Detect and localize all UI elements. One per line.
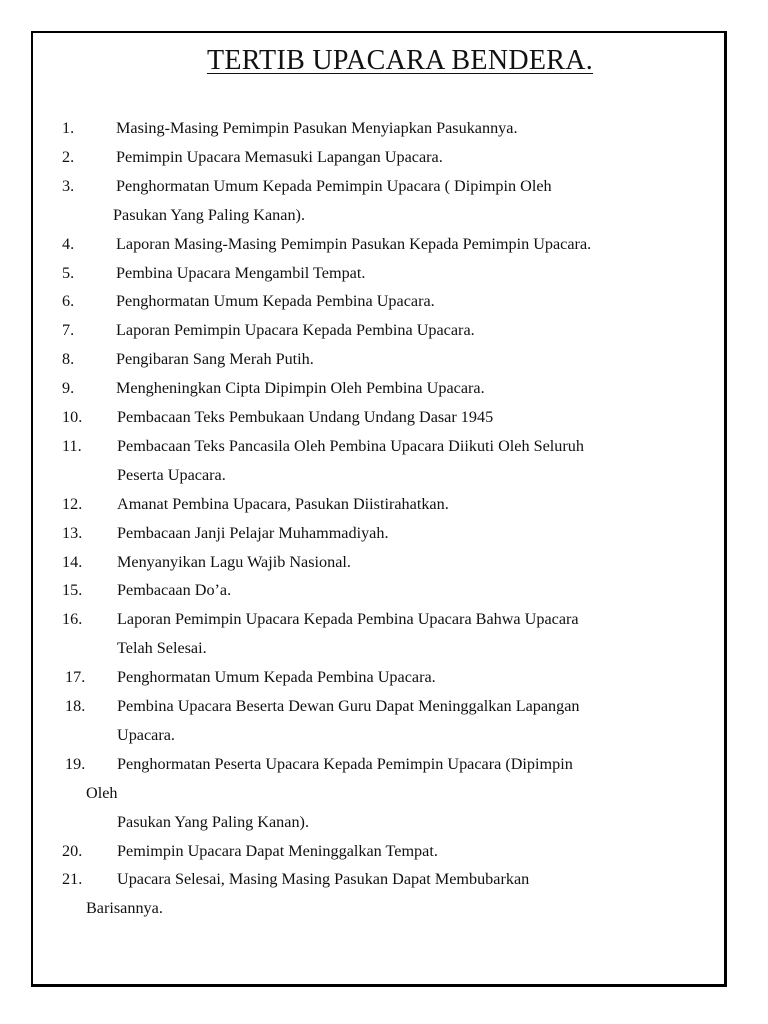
list-item-continuation: Barisannya. bbox=[86, 899, 163, 918]
list-item-number: 12. bbox=[62, 494, 83, 513]
list-item-text: Upacara Selesai, Masing Masing Pasukan Dapat Membubarkan bbox=[117, 870, 530, 889]
list-item-text: Pembina Upacara Mengambil Tempat. bbox=[116, 263, 366, 282]
list-item-text: Pembacaan Janji Pelajar Muhammadiyah. bbox=[117, 523, 389, 542]
document-title: TERTIB UPACARA BENDERA. bbox=[206, 45, 594, 76]
list-item-text: Pengibaran Sang Merah Putih. bbox=[116, 350, 314, 369]
list-item-number: 20. bbox=[62, 841, 83, 860]
list-item-number: 1. bbox=[62, 119, 75, 137]
list-item-text: Laporan Pemimpin Upacara Kepada Pembina Upacara Bahwa Upacara bbox=[117, 610, 579, 629]
list-item-text: Laporan Pemimpin Upacara Kepada Pembina Upacara. bbox=[116, 321, 475, 340]
list-item-number: 8. bbox=[62, 350, 75, 369]
list-item-number: 11. bbox=[62, 436, 82, 455]
list-item-number: 14. bbox=[62, 552, 83, 571]
list-item-text: Penghormatan Umum Kepada Pemimpin Upacara ( Dipimpin Oleh bbox=[116, 176, 552, 195]
list-item-continuation: Peserta Upacara. bbox=[117, 465, 226, 484]
list-item-text: Pemimpin Upacara Memasuki Lapangan Upacara. bbox=[116, 147, 443, 166]
list-item-number: 13. bbox=[62, 523, 83, 542]
list-item-continuation: Oleh bbox=[86, 783, 118, 802]
list-item-number: 4. bbox=[62, 234, 75, 253]
list-item-text: Penghormatan Peserta Upacara Kepada Pemimpin Upacara (Dipimpin bbox=[117, 754, 573, 773]
list-item-text: Pembacaan Teks Pembukaan Undang Undang Dasar 1945 bbox=[117, 408, 494, 426]
list-item-text: Pembacaan Do’a. bbox=[117, 581, 232, 600]
list-item-text: Penghormatan Umum Kepada Pembina Upacara. bbox=[117, 668, 436, 687]
list-item-number: 21. bbox=[62, 870, 83, 889]
list-item-number: 17. bbox=[65, 668, 86, 687]
list-item-text: Pemimpin Upacara Dapat Meninggalkan Tempat. bbox=[117, 841, 438, 860]
list-item-text: Mengheningkan Cipta Dipimpin Oleh Pembina Upacara. bbox=[116, 379, 485, 398]
list-item-text: Pembacaan Teks Pancasila Oleh Pembina Upacara Diikuti Oleh Seluruh bbox=[117, 436, 584, 455]
list-item-text: Menyanyikan Lagu Wajib Nasional. bbox=[117, 552, 351, 571]
list-item-number: 7. bbox=[62, 321, 75, 340]
list-item-number: 9. bbox=[62, 379, 75, 398]
list-item-continuation: Pasukan Yang Paling Kanan). bbox=[117, 812, 309, 831]
list-item-number: 16. bbox=[62, 610, 83, 629]
list-item-text: Amanat Pembina Upacara, Pasukan Diistirahatkan. bbox=[117, 494, 449, 513]
list-item-continuation: Upacara. bbox=[117, 725, 175, 744]
list-item-number: 3. bbox=[62, 176, 75, 195]
list-item-text: Pembina Upacara Beserta Dewan Guru Dapat Meninggalkan Lapangan bbox=[117, 697, 580, 715]
list-item-number: 2. bbox=[62, 147, 75, 166]
list-item-continuation: Telah Selesai. bbox=[117, 639, 207, 658]
list-item-continuation: Pasukan Yang Paling Kanan). bbox=[113, 205, 305, 224]
list-item-number: 15. bbox=[62, 581, 83, 600]
list-item-number: 6. bbox=[62, 292, 75, 311]
list-item-number: 10. bbox=[62, 408, 83, 426]
list-item-text: Penghormatan Umum Kepada Pembina Upacara. bbox=[116, 292, 435, 311]
list-item-number: 5. bbox=[62, 263, 75, 282]
list-item-text: Masing-Masing Pemimpin Pasukan Menyiapkan Pasukannya. bbox=[116, 119, 518, 137]
list-item-number: 19. bbox=[65, 754, 86, 773]
list-item-text: Laporan Masing-Masing Pemimpin Pasukan Kepada Pemimpin Upacara. bbox=[116, 234, 592, 253]
list-item-number: 18. bbox=[65, 697, 86, 715]
